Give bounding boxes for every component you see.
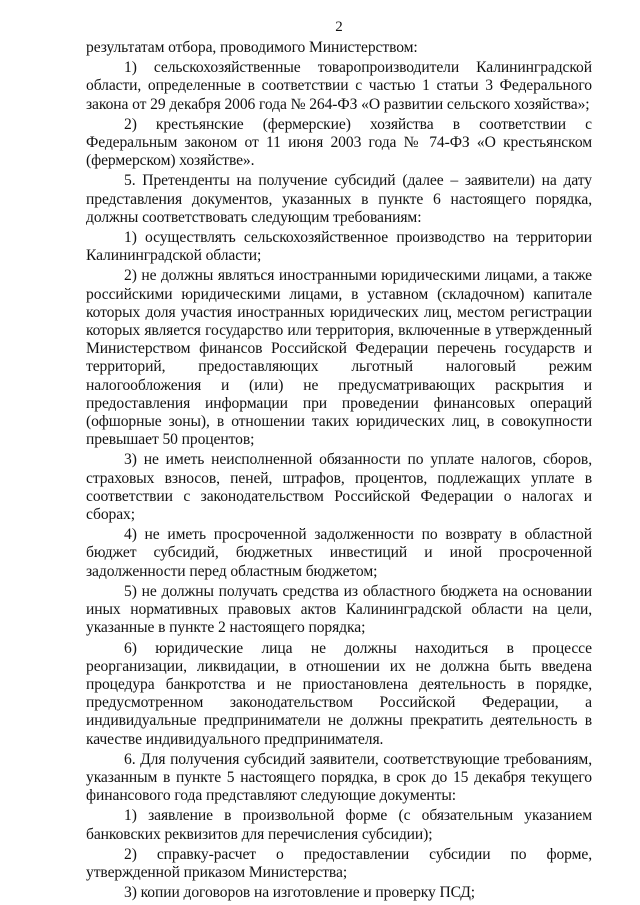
paragraph: 2) не должны являться иностранными юридическими лицами, а также российскими юридическими лицами, в уставном (складочном) капитале которых доля участия иностранных юридических лиц, местом регистрации которых является государство или территория, включенные в утвержденный Министерством финансов Российской Федерации перечень государств и территорий, предоставляющих льготный налоговый режим налогообложения и (или) не предусматривающих раскрытия и предоставления информации при проведении финансовых операций (офшорные зоны), в отношении таких юридических лиц, в совокупности превышает 50 процентов; [86,267,592,449]
paragraph: 6. Для получения субсидий заявители, соответствующие требованиям, указанным в пункте 5 настоящего порядка, в срок до 15 декабря текущего финансового года представляют следующие документы: [86,750,592,805]
paragraph: 1) сельскохозяйственные товаропроизводители Калининградской области, определенные в соответствии с частью 1 статьи 3 Федерального закона от 29 декабря 2006 года № 264-ФЗ «О развитии сельского хозяйства»; [86,59,592,113]
paragraph: 2) справку-расчет о предоставлении субсидии по форме, утвержденной приказом Министерства; [86,845,592,881]
paragraph: 3) копии договоров на изготовление и проверку ПСД; [124,884,475,902]
paragraph: 5. Претенденты на получение субсидий (далее – заявители) на дату представления документов, указанных в пункте 6 настоящего порядка, должны соответствовать следующим требованиям: [86,172,592,226]
paragraph: результатам отбора, проводимого Министерством: [86,39,418,56]
document-body [86,39,592,902]
paragraph: 1) заявление в произвольной форме (с обязательным указанием банковских реквизитов для перечисления субсидии); [86,807,592,843]
paragraph: 6) юридические лица не должны находиться в процессе реорганизации, ликвидации, в отношении их не должна быть введена процедура банкротства и не приостановлена деятельность в порядке, предусмотренном законодательством Российской Федерации, а индивидуальные предприниматели не должны прекратить деятельность в качестве индивидуального предпринимателя. [86,639,592,748]
paragraph: 2) крестьянские (фермерские) хозяйства в соответствии с Федеральным законом от 11 июня 2003 года № 74-ФЗ «О крестьянском (фермерском) хозяйстве». [86,115,592,170]
document-page [86,18,592,904]
page-number: 2 [335,19,343,35]
paragraph: 4) не иметь просроченной задолженности по возврату в областной бюджет субсидий, бюджетных инвестиций и иной просроченной задолженности перед областным бюджетом; [86,526,592,580]
paragraph: 3) не иметь неисполненной обязанности по уплате налогов, сборов, страховых взносов, пеней, штрафов, процентов, подлежащих уплате в соответствии с законодательством Российской Федерации о налогах и сборах; [86,451,592,524]
paragraph: 1) осуществлять сельскохозяйственное производство на территории Калининградской области; [86,229,592,265]
paragraph: 5) не должны получать средства из областного бюджета на основании иных нормативных правовых актов Калининградской области на цели, указанные в пункте 2 настоящего порядка; [86,582,592,637]
